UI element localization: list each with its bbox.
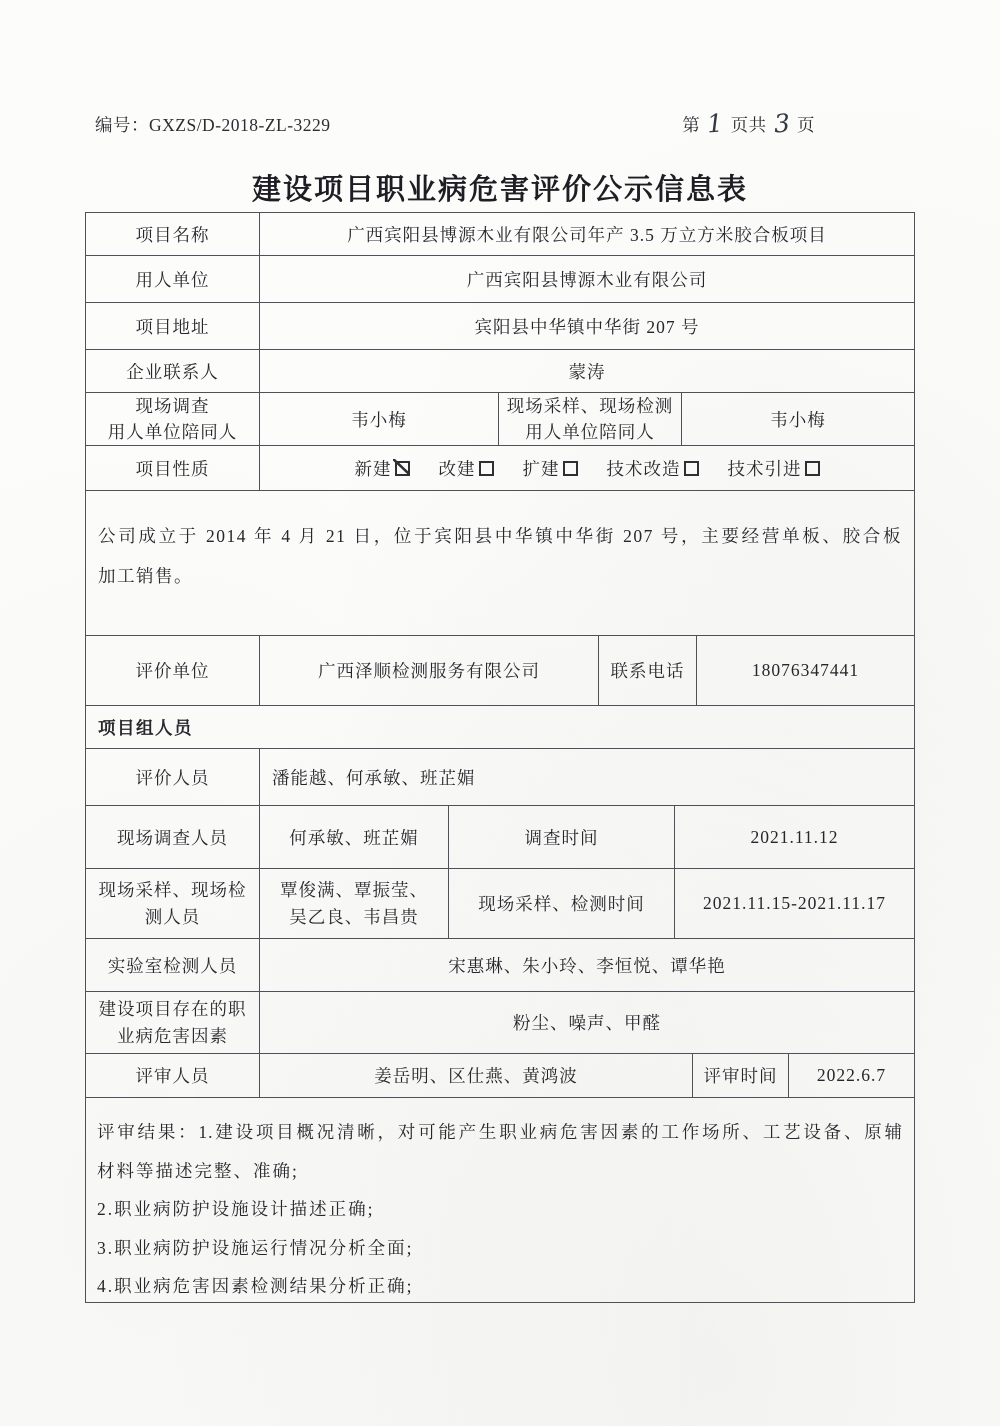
table-row [86,1098,914,1306]
sampling-staff-value [259,869,448,938]
table-row [86,992,914,1054]
review-result [86,1098,914,1306]
option-label: 技术引进 [727,458,802,479]
table-row [86,706,914,749]
option-label: 改建 [438,458,476,479]
project-nature-options [259,446,914,490]
page-middle: 页共 [730,115,767,135]
contact-value: 蒙涛 [259,350,914,392]
hazards-label [86,992,259,1053]
table-row [86,491,914,636]
review-result-line: 2.职业病防护设施设计描述正确; [97,1199,375,1219]
review-result-line: 材料等描述完整、准确; [97,1160,299,1181]
page-title: 建设项目职业病危害评价公示信息表 [251,174,748,206]
review-time-label: 评审时间 [692,1054,788,1097]
profile-line: 公司成立于 2014 年 4 月 21 日，位于宾阳县中华镇中华街 207 号，主要经营单板、胶合板 [98,526,902,546]
review-result-line: 3.职业病防护设施运行情况分析全面; [97,1237,414,1258]
site-survey-value: 何承敏、班芷媚 [259,806,448,868]
table-row [86,939,914,992]
label-line: 用人单位陪同人 [107,422,238,442]
table-row [86,350,914,393]
page-prefix: 第 [682,115,701,135]
sampling-escort-value: 韦小梅 [681,393,914,445]
address-value: 宾阳县中华镇中华街 207 号 [259,303,914,349]
table-row [86,869,914,939]
table-row [86,446,914,491]
sampling-time-value: 2021.11.15-2021.11.17 [674,869,914,938]
company-profile [86,491,914,635]
site-survey-label: 现场调查人员 [117,827,228,848]
nature-option-tech-import [728,456,820,481]
table-row [86,749,914,806]
checkbox-checked-icon [395,461,410,476]
nature-option-rebuild [439,456,494,481]
doc-number: 编号：GXZS/D-2018-ZL-3229 [95,115,331,135]
checkbox-icon [684,461,699,476]
sampling-staff-label [86,869,259,938]
option-label: 技术改造 [606,458,681,479]
team-section-header: 项目组人员 [98,717,193,738]
label-line: 现场采样、现场检 [98,880,247,901]
nature-option-tech-upgrade [607,456,699,481]
checkbox-icon [805,461,820,476]
page-suffix: 页 [797,115,815,135]
project-name-value: 广西宾阳县博源木业有限公司年产 3.5 万立方米胶合板项目 [259,213,914,255]
table-row [86,213,914,256]
table-row [86,303,914,350]
reviewers-label: 评审人员 [135,1066,210,1086]
phone-label: 联系电话 [598,636,696,705]
nature-option-new [355,456,410,481]
address-label: 项目地址 [135,316,210,337]
evaluation-org-value: 广西泽顺检测服务有限公司 [259,636,598,705]
sampling-escort-label [498,393,681,445]
page-total-handwritten: 3 [772,108,792,139]
value-line: 吴乙良、韦昌贵 [289,906,419,927]
option-label: 扩建 [522,458,560,479]
label-line: 现场采样、现场检测 [506,395,674,416]
contact-label: 企业联系人 [126,361,219,382]
evaluators-label: 评价人员 [135,767,210,788]
hazards-value: 粉尘、噪声、甲醛 [259,992,914,1053]
checkbox-icon [479,461,494,476]
table-row [86,393,914,446]
survey-escort-value: 韦小梅 [259,393,498,445]
document-header [95,110,815,137]
nature-option-expand [523,456,578,481]
reviewers-value: 姜岳明、区仕燕、黄鸿波 [259,1054,692,1097]
review-result-line: 评审结果：1.建设项目概况清晰，对可能产生职业病危害因素的工作场所、工艺设备、原辅 [97,1122,903,1142]
page-current-handwritten: 1 [706,108,725,139]
review-result-line: 4.职业病危害因素检测结果分析正确; [97,1276,414,1296]
phone-value: 18076347441 [696,636,914,705]
project-nature-label: 项目性质 [135,458,210,479]
table-row [86,636,914,706]
review-time-value: 2022.6.7 [788,1054,914,1097]
checkbox-icon [563,461,578,476]
label-line: 建设项目存在的职 [98,999,247,1020]
employer-label: 用人单位 [135,269,210,290]
table-row [86,256,914,303]
page-indicator [682,110,815,137]
survey-time-label: 调查时间 [448,806,674,868]
label-line: 业病危害因素 [117,1025,228,1046]
table-row [86,1054,914,1098]
table-row [86,806,914,869]
evaluators-value: 潘能越、何承敏、班芷媚 [259,749,914,805]
lab-staff-value: 宋惠琳、朱小玲、李恒悦、谭华艳 [259,939,914,991]
option-label: 新建 [354,458,392,479]
project-name-label: 项目名称 [135,224,210,245]
value-line: 覃俊满、覃振莹、 [280,880,428,901]
label-line: 用人单位陪同人 [525,422,655,442]
survey-escort-label [86,393,259,445]
label-line: 测人员 [144,906,201,927]
label-line: 现场调查 [135,395,210,416]
profile-line: 加工销售。 [98,566,193,586]
lab-staff-label: 实验室检测人员 [107,955,238,976]
employer-value: 广西宾阳县博源木业有限公司 [259,256,914,302]
evaluation-org-label: 评价单位 [135,661,210,681]
info-table [85,212,915,1303]
survey-time-value: 2021.11.12 [674,806,914,868]
sampling-time-label: 现场采样、检测时间 [448,869,674,938]
